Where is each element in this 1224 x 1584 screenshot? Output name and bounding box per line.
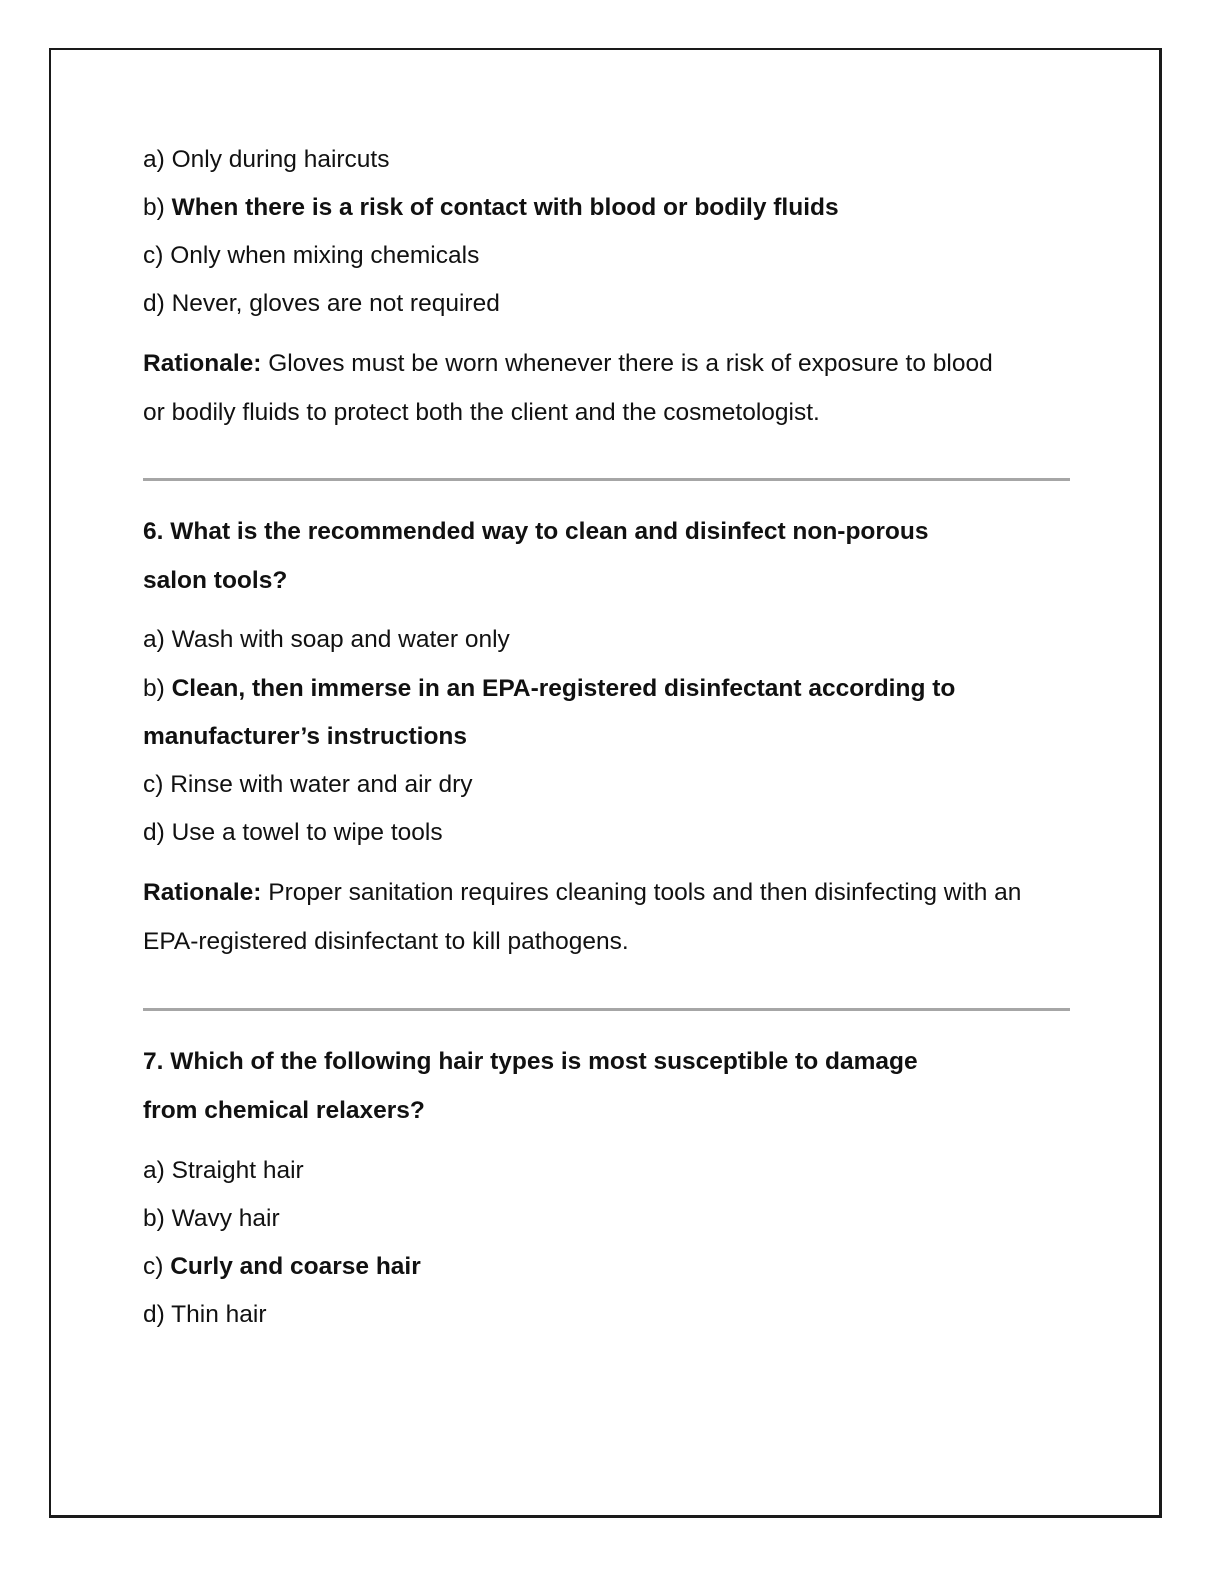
option-letter: d)	[143, 1301, 165, 1328]
option-text: Wavy hair	[171, 1205, 280, 1232]
q7-option-c-correct	[143, 1252, 421, 1282]
q6-option-b-correct	[143, 674, 955, 704]
option-text: Only during haircuts	[171, 146, 390, 173]
q6-option-a	[143, 625, 510, 655]
option-text: Straight hair	[171, 1157, 304, 1184]
option-letter: a)	[143, 626, 165, 653]
section-divider	[143, 1008, 1070, 1011]
q6-option-d	[143, 818, 443, 848]
rationale-text: Proper sanitation requires cleaning tools and then disinfecting with an	[268, 879, 1022, 906]
option-text: Only when mixing chemicals	[170, 242, 480, 269]
option-text: Thin hair	[171, 1301, 267, 1328]
option-text: Rinse with water and air dry	[170, 771, 473, 798]
option-text: Never, gloves are not required	[171, 290, 500, 317]
q7-stem-line-2: from chemical relaxers?	[143, 1097, 425, 1124]
q6-rationale-line-2	[143, 927, 629, 957]
option-text-correct: When there is a risk of contact with blood or bodily fluids	[171, 194, 839, 221]
rationale-text: Gloves must be worn whenever there is a risk of exposure to blood	[268, 350, 993, 377]
option-letter: d)	[143, 819, 165, 846]
q5-rationale-line-1	[143, 349, 993, 379]
option-letter: a)	[143, 1157, 165, 1184]
option-letter: c)	[143, 771, 164, 798]
rationale-text: or bodily fluids to protect both the client and the cosmetologist.	[143, 399, 820, 426]
option-letter: b)	[143, 194, 165, 221]
option-letter: b)	[143, 1205, 165, 1232]
option-letter: c)	[143, 242, 164, 269]
section-divider	[143, 478, 1070, 481]
q7-option-d	[143, 1300, 267, 1330]
option-letter: c)	[143, 1253, 164, 1280]
q6-option-c	[143, 770, 473, 800]
q5-option-c	[143, 241, 479, 271]
q5-option-a	[143, 145, 390, 175]
rationale-text: EPA-registered disinfectant to kill pathogens.	[143, 928, 629, 955]
option-text: Wash with soap and water only	[171, 626, 510, 653]
q7-option-a	[143, 1156, 304, 1186]
q6-rationale-line-1	[143, 878, 1021, 908]
q7-option-b	[143, 1204, 280, 1234]
q6-stem-line-1: 6. What is the recommended way to clean and disinfect non-porous	[143, 518, 929, 545]
rationale-label: Rationale:	[143, 350, 262, 377]
q5-option-b-correct	[143, 193, 839, 223]
q5-rationale-line-2	[143, 398, 820, 428]
option-text-correct: Clean, then immerse in an EPA-registered disinfectant according to	[171, 675, 956, 702]
rationale-label: Rationale:	[143, 879, 262, 906]
q6-stem-line-2: salon tools?	[143, 567, 288, 594]
option-text-correct: Curly and coarse hair	[170, 1253, 421, 1280]
option-letter: d)	[143, 290, 165, 317]
q7-stem-line-1: 7. Which of the following hair types is most susceptible to damage	[143, 1048, 918, 1075]
option-letter: b)	[143, 675, 165, 702]
q5-option-d	[143, 289, 500, 319]
q6-option-b-continued: manufacturer’s instructions	[143, 723, 468, 750]
option-text: Use a towel to wipe tools	[171, 819, 443, 846]
option-letter: a)	[143, 146, 165, 173]
